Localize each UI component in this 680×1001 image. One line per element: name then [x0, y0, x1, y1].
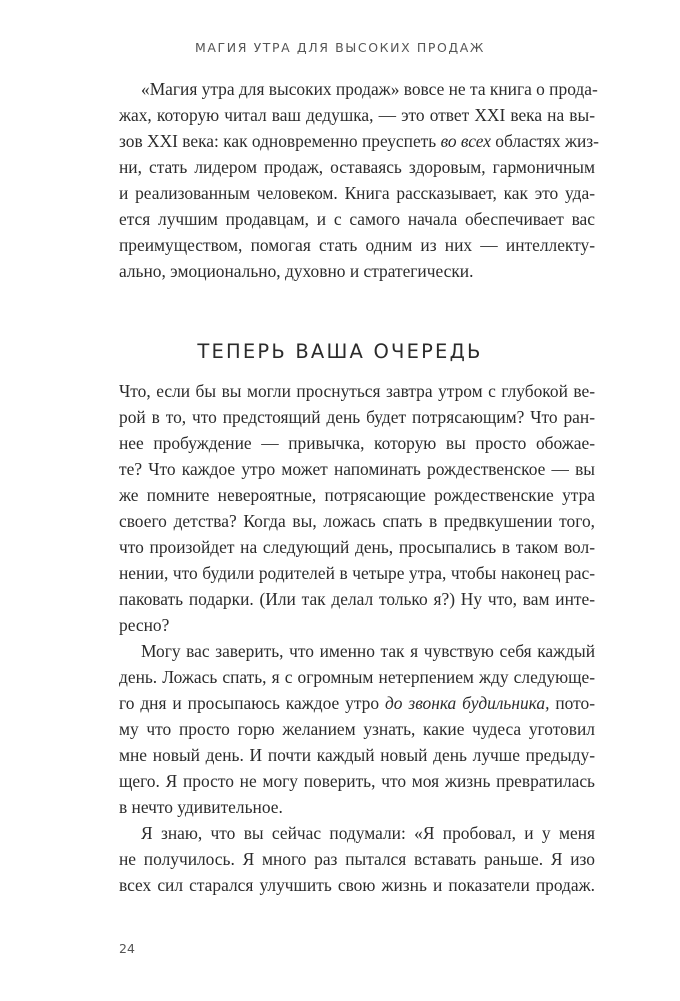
text-line: что произойдет на следующий день, просыпались в таком вол- — [119, 537, 595, 557]
text-line: ни, стать лидером продаж, оставаясь здоровым, гармоничным — [119, 157, 595, 177]
text-line: Я знаю, что вы сейчас подумали: «Я пробовал, и у меня — [141, 823, 595, 843]
text-line: му что просто горю желанием узнать, какие чудеса уготовил — [119, 719, 595, 739]
text-line: ется лучшим продавцам, и с самого начала обеспечивает вас — [119, 209, 595, 229]
text-line: жах, которую читал ваш дедушка, — это ответ XXI века на вы- — [119, 105, 595, 125]
text-line: «Магия утра для высоких продаж» вовсе не та книга о прода- — [141, 79, 598, 99]
section-heading: ТЕПЕРЬ ВАША ОЧЕРЕДЬ — [197, 340, 483, 363]
text-run: го дня и просыпаюсь каждое утро — [119, 693, 385, 713]
text-line: в нечто удивительное. — [119, 797, 283, 817]
text-line: Что, если бы вы могли проснуться завтра утром с глубокой ве- — [119, 381, 595, 401]
text-line: те? Что каждое утро может напоминать рождественское — вы — [119, 459, 595, 479]
page-number: 24 — [119, 941, 135, 956]
text-line — [119, 690, 595, 716]
text-line: Могу вас заверить, что именно так я чувствую себя каждый — [141, 641, 595, 661]
text-line: своего детства? Когда вы, ложась спать в предвкушении того, — [119, 511, 595, 531]
text-line: щего. Я просто не могу поверить, что моя жизнь превратилась — [119, 771, 595, 791]
text-line: ресно? — [119, 615, 170, 635]
text-line: день. Ложась спать, я с огромным нетерпением жду следующе- — [119, 667, 595, 687]
paragraph-1 — [119, 378, 595, 898]
text-line: паковать подарки. (Или так делал только я?) Ну что, вам инте- — [119, 589, 595, 609]
running-head: МАГИЯ УТРА ДЛЯ ВЫСОКИХ ПРОДАЖ — [195, 40, 485, 55]
text-line: нении, что будили родителей в четыре утра, чтобы наконец рас- — [119, 563, 595, 583]
intro-paragraph — [119, 76, 599, 284]
text-line: и реализованным человеком. Книга рассказывает, как это уда- — [119, 183, 595, 203]
text-line: нее пробуждение — привычка, которую вы просто обожае- — [119, 433, 595, 453]
text-run: пото- — [549, 693, 595, 713]
italic-emphasis: до звонка будильника, — [384, 693, 550, 713]
text-line: ально, эмоционально, духовно и стратегически. — [119, 261, 474, 281]
text-line: мне новый день. И почти каждый новый день лучше предыду- — [119, 745, 595, 765]
text-line: не получилось. Я много раз пытался вставать раньше. Я изо — [119, 849, 595, 869]
text-line: же помните невероятные, потрясающие рождественские утра — [119, 485, 595, 505]
text-line: преимуществом, помогая стать одним из них — интеллекту- — [119, 235, 595, 255]
text-line: всех сил старался улучшить свою жизнь и показатели продаж. — [119, 875, 595, 895]
text-line: рой в то, что предстоящий день будет потрясающим? Что ран- — [119, 407, 595, 427]
text-line: зов XXI века: как одновременно преуспеть во всех областях жиз- — [119, 131, 599, 151]
